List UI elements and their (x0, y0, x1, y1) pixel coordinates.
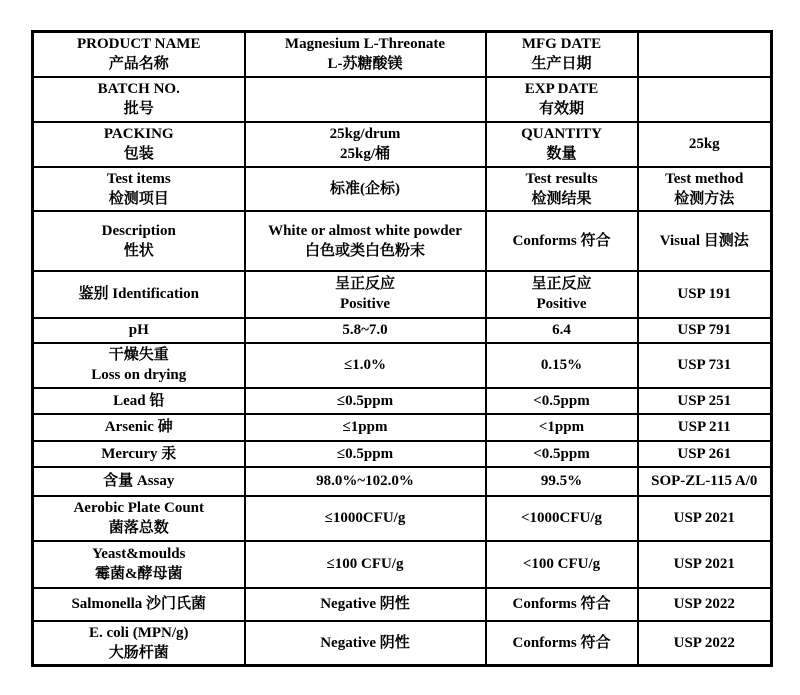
text-line: Arsenic 砷 (104, 419, 173, 435)
cell-product-name-col1 (33, 32, 245, 77)
text-line: E. coli (MPN/g) (88, 624, 189, 641)
cell-e-coli-col4 (638, 621, 772, 666)
cell-yeast-moulds-col3 (486, 541, 638, 588)
text-line: 有效期 (538, 101, 584, 117)
text-line: Lead 铅 (113, 392, 165, 409)
cell-description-col2 (245, 211, 486, 271)
text-line: 菌落总数 (108, 520, 169, 536)
text-line: 性状 (123, 242, 154, 259)
cell-ph-col1 (33, 318, 245, 343)
cell-salmonella-col3 (486, 588, 638, 621)
cell-product-name-col3 (486, 32, 638, 77)
text-line: Salmonella 沙门氏菌 (71, 596, 207, 612)
text-line: Loss on drying (91, 367, 187, 383)
row-aerobic-plate-count (33, 496, 772, 541)
cell-loss-on-drying-col2 (245, 343, 486, 388)
text-line: 干燥失重 (108, 347, 169, 363)
text-line: Aerobic Plate Count (73, 500, 205, 516)
cell-product-name-col2 (245, 32, 486, 77)
text-line: EXP DATE (524, 81, 599, 97)
cell-description-col1 (33, 211, 245, 271)
cell-loss-on-drying-col1 (33, 343, 245, 388)
text-line: 包装 (123, 146, 154, 162)
text-line: Visual 目测法 (659, 232, 749, 249)
cell-identification-col2 (245, 271, 486, 318)
cell-lead-col3 (486, 388, 638, 414)
row-salmonella (33, 588, 772, 621)
cell-identification-col3 (486, 271, 638, 318)
cell-test-header-col4 (638, 167, 772, 211)
text-line: 标准(企标) (330, 180, 400, 197)
cell-batch-no-col2 (245, 77, 486, 122)
text-line: 检测结果 (531, 190, 592, 207)
text-line: <0.5ppm (533, 392, 590, 409)
cell-batch-no-col3 (486, 77, 638, 122)
row-loss-on-drying (33, 343, 772, 388)
text-line: <100 CFU/g (522, 556, 601, 572)
cell-identification-col1 (33, 271, 245, 318)
cell-ph-col2 (245, 318, 486, 343)
text-line: USP 251 (677, 392, 732, 409)
text-line: ≤100 CFU/g (326, 556, 404, 572)
row-packing (33, 122, 772, 167)
coa-table (31, 30, 773, 667)
text-line: 25kg/桶 (339, 146, 390, 162)
cell-e-coli-col2 (245, 621, 486, 666)
cell-identification-col4 (638, 271, 772, 318)
cell-product-name-col4 (638, 32, 772, 77)
text-line: USP 191 (677, 286, 732, 302)
cell-packing-col4 (638, 122, 772, 167)
cell-e-coli-col3 (486, 621, 638, 666)
cell-assay-col1 (33, 467, 245, 496)
cell-loss-on-drying-col3 (486, 343, 638, 388)
cell-test-header-col3 (486, 167, 638, 211)
text-line: White or almost white powder (268, 222, 462, 239)
text-line: Test results (525, 170, 598, 187)
text-line: <0.5ppm (533, 445, 590, 462)
cell-yeast-moulds-col2 (245, 541, 486, 588)
text-line: 霉菌&酵母菌 (95, 566, 183, 582)
text-line (250, 89, 481, 109)
row-yeast-moulds (33, 541, 772, 588)
cell-salmonella-col1 (33, 588, 245, 621)
text-line: USP 211 (677, 419, 731, 435)
cell-description-col4 (638, 211, 772, 271)
cell-packing-col2 (245, 122, 486, 167)
text-line: 99.5% (540, 473, 583, 489)
cell-aerobic-plate-count-col3 (486, 496, 638, 541)
cell-loss-on-drying-col4 (638, 343, 772, 388)
text-line: 25kg (688, 136, 720, 152)
text-line: 呈正反应 (334, 276, 395, 292)
cell-mercury-col4 (638, 441, 772, 467)
text-line: Yeast&moulds (92, 546, 186, 562)
row-identification (33, 271, 772, 318)
cell-e-coli-col1 (33, 621, 245, 666)
cell-assay-col2 (245, 467, 486, 496)
row-assay (33, 467, 772, 496)
cell-mercury-col2 (245, 441, 486, 467)
text-line: Positive (340, 296, 390, 312)
text-line: Conforms 符合 (512, 634, 611, 651)
cell-ph-col3 (486, 318, 638, 343)
text-line: MFG DATE (521, 36, 602, 53)
text-line: Test method (665, 170, 744, 187)
text-line: 98.0%~102.0% (316, 473, 414, 489)
row-lead (33, 388, 772, 414)
text-line: 25kg/drum (329, 126, 401, 142)
text-line: 生产日期 (531, 56, 592, 73)
text-line: Negative 阴性 (320, 596, 410, 612)
cell-salmonella-col2 (245, 588, 486, 621)
cell-yeast-moulds-col4 (638, 541, 772, 588)
text-line: Conforms 符合 (512, 232, 611, 249)
cell-aerobic-plate-count-col2 (245, 496, 486, 541)
text-line: USP 2021 (673, 556, 735, 572)
text-line: Mercury 汞 (101, 445, 177, 462)
row-mercury (33, 441, 772, 467)
text-line: PRODUCT NAME (77, 36, 201, 53)
text-line: PACKING (103, 126, 174, 142)
cell-aerobic-plate-count-col1 (33, 496, 245, 541)
cell-aerobic-plate-count-col4 (638, 496, 772, 541)
cell-mercury-col1 (33, 441, 245, 467)
cell-ph-col4 (638, 318, 772, 343)
text-line: ≤0.5ppm (336, 392, 394, 409)
cell-arsenic-col3 (486, 414, 638, 441)
text-line: USP 2021 (673, 510, 735, 526)
row-product-name (33, 32, 772, 77)
text-line: USP 791 (677, 322, 732, 338)
cell-assay-col3 (486, 467, 638, 496)
cell-batch-no-col4 (638, 77, 772, 122)
text-line: 含量 Assay (103, 473, 175, 489)
text-line: 5.8~7.0 (342, 322, 388, 338)
row-ph (33, 318, 772, 343)
text-line: 大肠杆菌 (108, 644, 169, 661)
text-line: ≤1000CFU/g (324, 510, 406, 526)
text-line: Conforms 符合 (512, 596, 611, 612)
cell-arsenic-col4 (638, 414, 772, 441)
text-line: Description (101, 222, 176, 239)
text-line: 数量 (546, 146, 577, 162)
text-line: 产品名称 (108, 56, 169, 73)
text-line: ≤0.5ppm (336, 445, 394, 462)
text-line: BATCH NO. (97, 81, 180, 97)
cell-packing-col1 (33, 122, 245, 167)
cell-test-header-col2 (245, 167, 486, 211)
cell-arsenic-col1 (33, 414, 245, 441)
cell-arsenic-col2 (245, 414, 486, 441)
row-e-coli (33, 621, 772, 666)
text-line: L-苏糖酸镁 (327, 56, 403, 73)
text-line: QUANTITY (521, 126, 602, 142)
cell-lead-col1 (33, 388, 245, 414)
text-line (643, 44, 767, 64)
cell-description-col3 (486, 211, 638, 271)
row-batch-no (33, 77, 772, 122)
text-line: <1000CFU/g (520, 510, 603, 526)
text-line: 鉴别 Identification (78, 286, 199, 302)
cell-assay-col4 (638, 467, 772, 496)
cell-lead-col2 (245, 388, 486, 414)
text-line: 呈正反应 (531, 276, 592, 292)
text-line: Test items (106, 170, 171, 187)
cell-test-header-col1 (33, 167, 245, 211)
text-line: pH (128, 322, 149, 338)
text-line: Positive (536, 296, 587, 312)
text-line: USP 261 (677, 445, 732, 462)
cell-salmonella-col4 (638, 588, 772, 621)
row-arsenic (33, 414, 772, 441)
text-line: USP 2022 (673, 596, 735, 612)
text-line: 检测方法 (674, 190, 735, 207)
row-test-header (33, 167, 772, 211)
text-line: Magnesium L-Threonate (284, 36, 446, 53)
text-line: ≤1ppm (342, 419, 388, 435)
cell-batch-no-col1 (33, 77, 245, 122)
text-line: 批号 (123, 101, 154, 117)
text-line: 白色或类白色粉末 (304, 242, 425, 259)
row-description (33, 211, 772, 271)
cell-yeast-moulds-col1 (33, 541, 245, 588)
text-line: ≤1.0% (344, 357, 386, 373)
text-line: <1ppm (538, 419, 585, 435)
cell-packing-col3 (486, 122, 638, 167)
text-line: Negative 阴性 (320, 634, 410, 651)
text-line: 0.15% (540, 357, 583, 373)
cell-mercury-col3 (486, 441, 638, 467)
cell-lead-col4 (638, 388, 772, 414)
text-line: USP 731 (677, 357, 732, 373)
text-line: 6.4 (552, 322, 571, 338)
text-line: 检测项目 (108, 190, 169, 207)
text-line (643, 89, 767, 109)
coa-table-body (33, 32, 772, 666)
text-line: USP 2022 (673, 634, 735, 651)
text-line: SOP-ZL-115 A/0 (651, 473, 758, 489)
